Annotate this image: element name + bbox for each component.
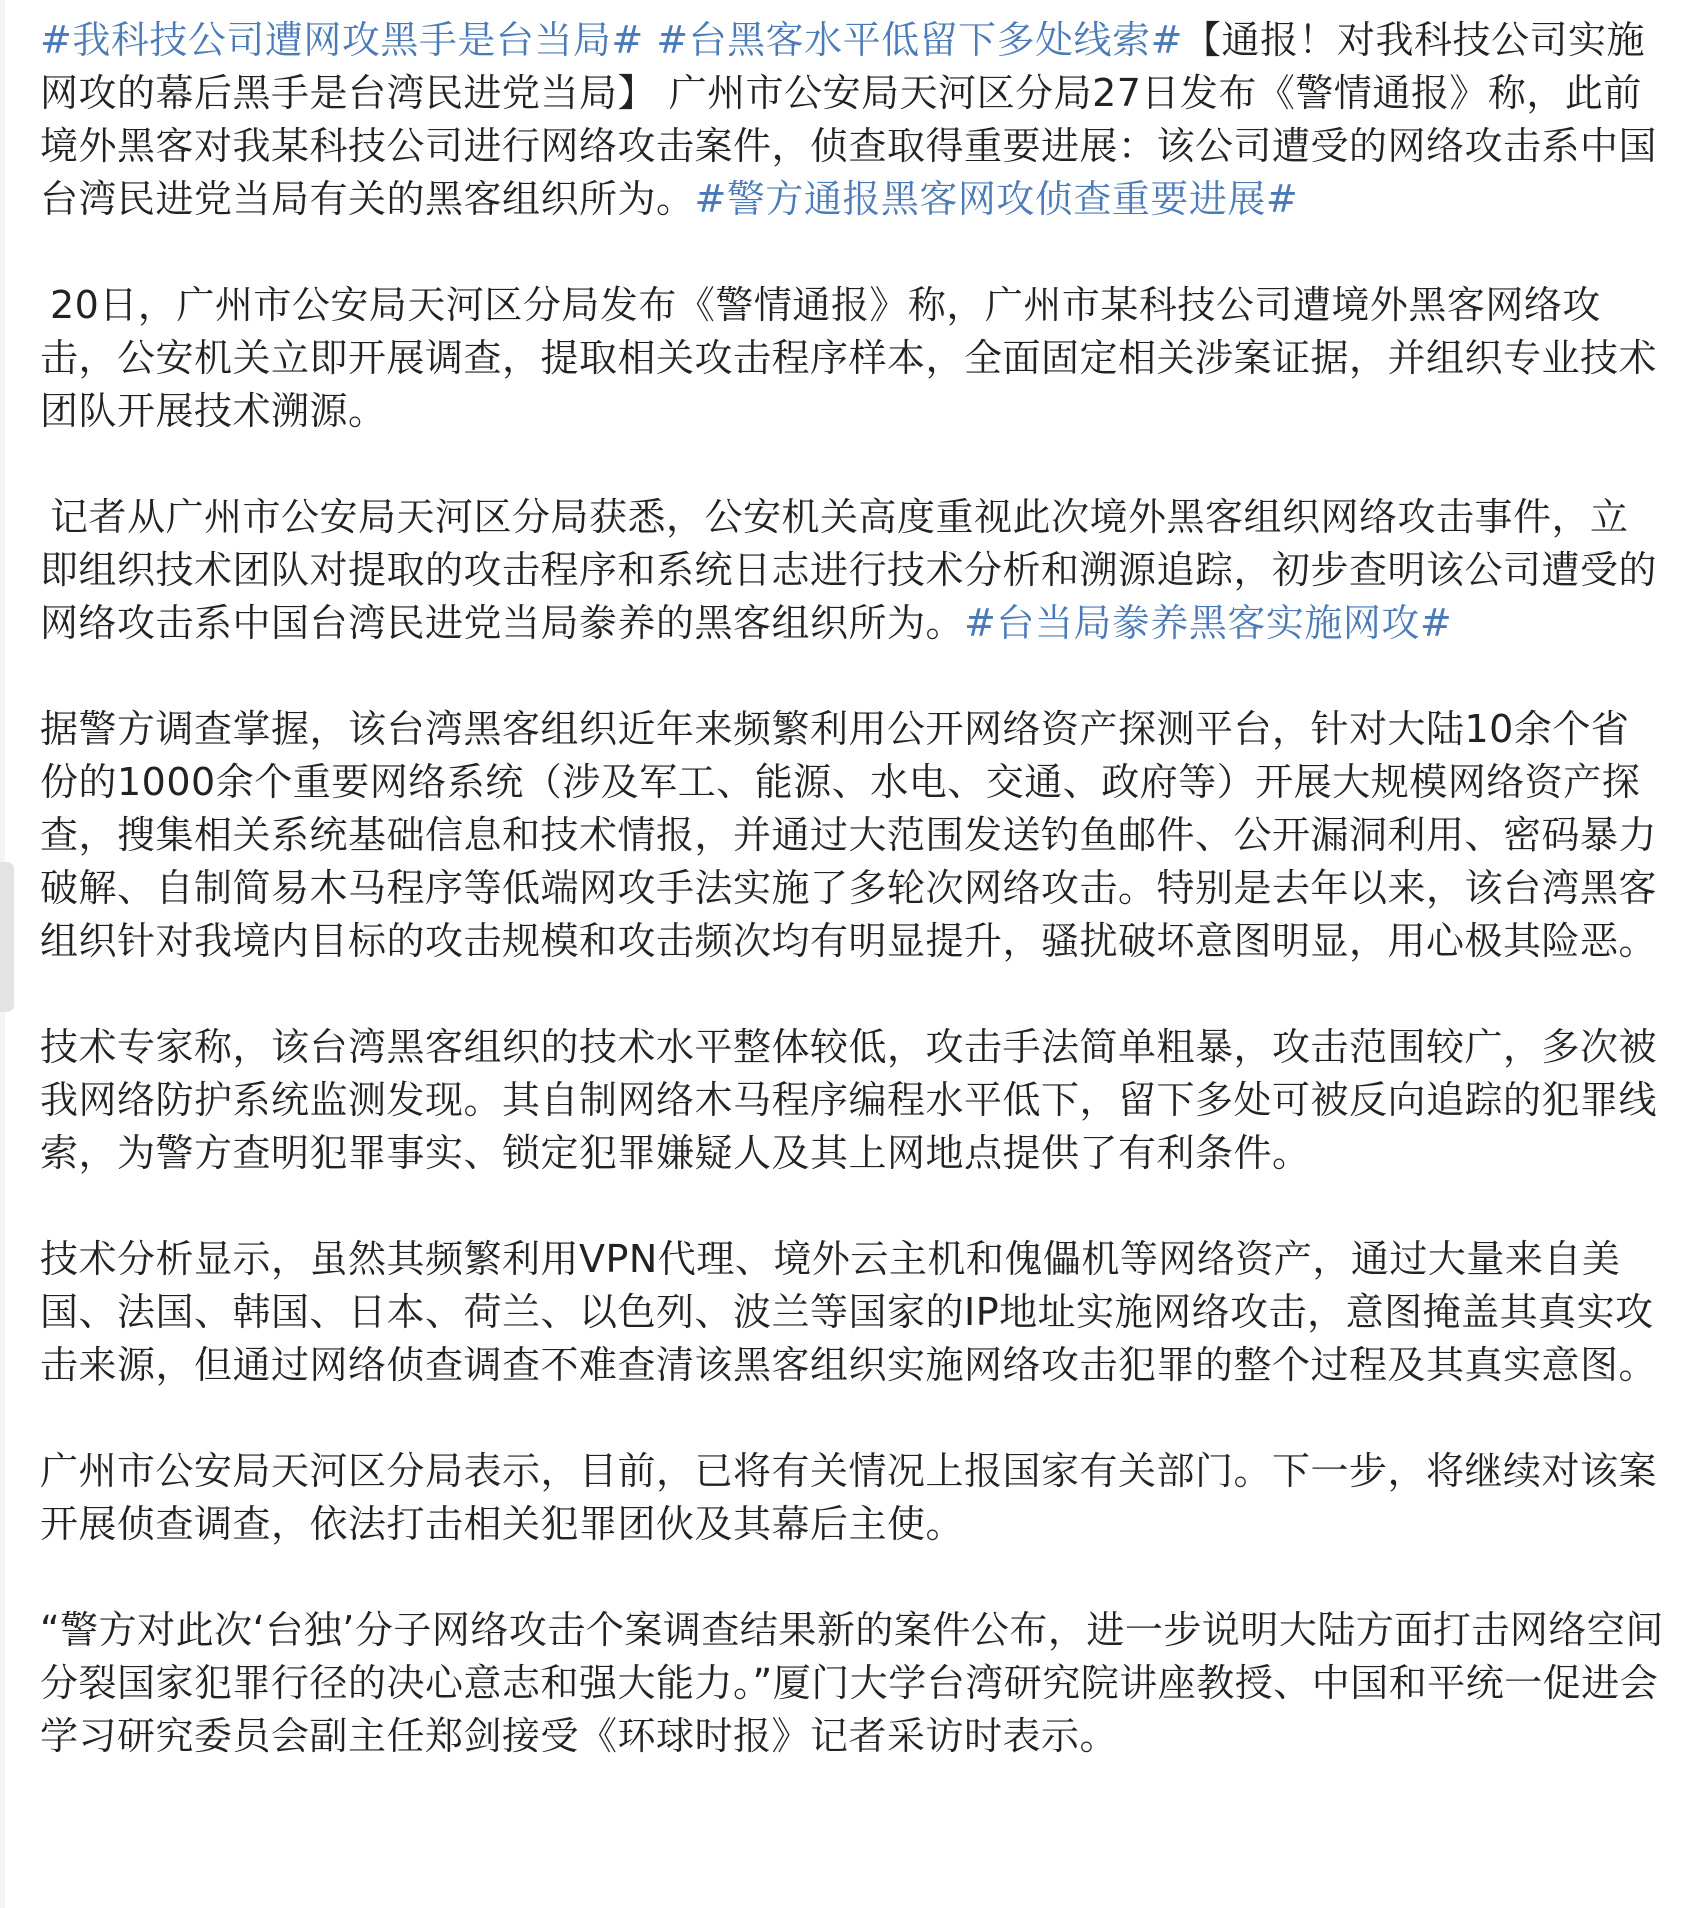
hashtag-link-1[interactable]: #我科技公司遭网攻黑手是台当局# — [40, 18, 644, 62]
paragraph-4-text: 据警方调查掌握，该台湾黑客组织近年来频繁利用公开网络资产探测平台，针对大陆10余个省份的1000余个重要网络系统（涉及军工、能源、水电、交通、政府等）开展大规模网络资产探查，搜集相关系统基础信息和技术情报，并通过大范围发送钓鱼邮件、公开漏洞利用、密码暴力破解、自制简易木马程序等低端网攻手法实施了多轮次网络攻击。特别是去年以来，该台湾黑客组织针对我境内目标的攻击规模和攻击频次均有明显提升，骚扰破坏意图明显，用心极其险恶。 — [40, 707, 1658, 963]
paragraph-5-text: 技术专家称，该台湾黑客组织的技术水平整体较低，攻击手法简单粗暴，攻击范围较广，多次被我网络防护系统监测发现。其自制网络木马程序编程水平低下，留下多处可被反向追踪的犯罪线索，为警方查明犯罪事实、锁定犯罪嫌疑人及其上网地点提供了有利条件。 — [40, 1025, 1658, 1175]
paragraph-6-text: 技术分析显示，虽然其频繁利用VPN代理、境外云主机和傀儡机等网络资产，通过大量来自美国、法国、韩国、日本、荷兰、以色列、波兰等国家的IP地址实施网络攻击，意图掩盖其真实攻击来源，但通过网络侦查调查不难查清该黑客组织实施网络攻击犯罪的整个过程及其真实意图。 — [40, 1237, 1658, 1387]
paragraph-3-text: 记者从广州市公安局天河区分局获悉，公安机关高度重视此次境外黑客组织网络攻击事件，立即组织技术团队对提取的攻击程序和系统日志进行技术分析和溯源追踪，初步查明该公司遭受的网络攻击系中国台湾民进党当局豢养的黑客组织所为。 — [40, 495, 1658, 645]
paragraph-2 — [40, 279, 1665, 438]
scroll-handle[interactable] — [0, 862, 14, 1012]
hashtag-link-4[interactable]: #台当局豢养黑客实施网攻# — [964, 601, 1453, 645]
hashtag-link-3[interactable]: #警方通报黑客网攻侦查重要进展# — [694, 177, 1299, 221]
paragraph-7-text: 广州市公安局天河区分局表示，目前，已将有关情况上报国家有关部门。下一步，将继续对该案开展侦查调查，依法打击相关犯罪团伙及其幕后主使。 — [40, 1449, 1658, 1546]
paragraph-5 — [40, 1021, 1665, 1180]
paragraph-8-text: “警方对此次‘台独’分子网络攻击个案调查结果新的案件公布，进一步说明大陆方面打击网络空间分裂国家犯罪行径的决心意志和强大能力。”厦门大学台湾研究院讲座教授、中国和平统一促进会学习研究委员会副主任郑剑接受《环球时报》记者采访时表示。 — [40, 1608, 1664, 1758]
post-body — [40, 14, 1665, 1763]
hashtag-separator — [644, 18, 657, 62]
hashtag-link-2[interactable]: #台黑客水平低留下多处线索# — [656, 18, 1183, 62]
paragraph-4 — [40, 703, 1665, 968]
paragraph-6 — [40, 1233, 1665, 1392]
paragraph-8 — [40, 1604, 1665, 1763]
paragraph-3 — [40, 491, 1665, 650]
paragraph-1-text: 【通报！对我科技公司实施网攻的幕后黑手是台湾民进党当局】 广州市公安局天河区分局27日发布《警情通报》称，此前境外黑客对我某科技公司进行网络攻击案件，侦查取得重要进展：该公司遭受的网络攻击系中国台湾民进党当局有关的黑客组织所为。 — [40, 18, 1658, 221]
paragraph-7 — [40, 1445, 1665, 1551]
paragraph-2-text: 20日，广州市公安局天河区分局发布《警情通报》称，广州市某科技公司遭境外黑客网络攻击，公安机关立即开展调查，提取相关攻击程序样本，全面固定相关涉案证据，并组织专业技术团队开展技术溯源。 — [40, 283, 1658, 433]
paragraph-1 — [40, 14, 1665, 226]
